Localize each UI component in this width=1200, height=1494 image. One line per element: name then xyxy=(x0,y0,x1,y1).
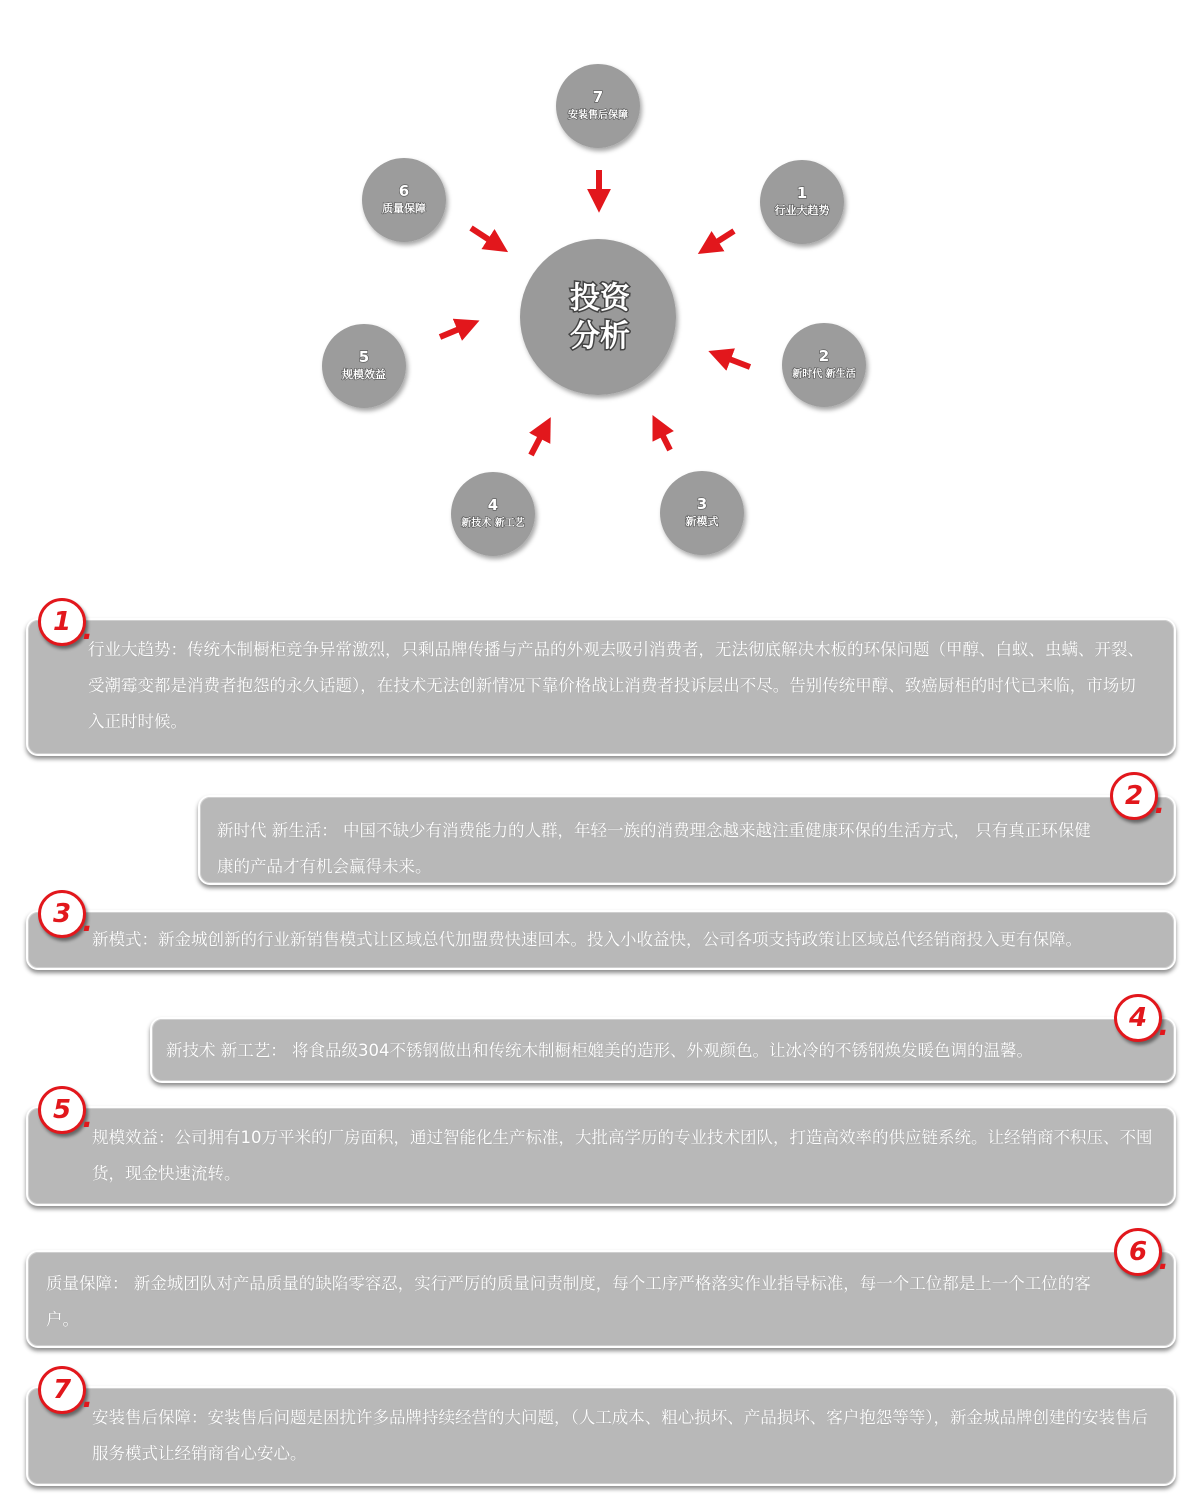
node-circle xyxy=(760,160,844,244)
arrow-5 xyxy=(440,327,464,337)
node-label: 新时代 新生活 xyxy=(792,369,856,380)
item-box-1 xyxy=(26,618,1176,756)
arrow-1 xyxy=(712,231,734,245)
center-label-line2: 分析 xyxy=(570,319,630,354)
node-label: 新技术 新工艺 xyxy=(461,518,525,529)
arrow-3 xyxy=(660,430,670,450)
node-circle xyxy=(451,472,535,556)
item-text-2: 新时代 新生活： 中国不缺少有消费能力的人群，年轻一族的消费理念越来越注重健康环保的生活方式， 只有真正环保健康的产品才有机会赢得未来。 xyxy=(217,821,1091,876)
item-box-2 xyxy=(198,795,1176,885)
center-circle xyxy=(520,239,676,395)
item-text-3: 新模式：新金城创新的行业新销售模式让区域总代加盟费快速回本。投入小收益快，公司各项支持政策让区域总代经销商投入更有保障。 xyxy=(92,930,1082,949)
node-number: 5 xyxy=(358,348,370,366)
arrow-6 xyxy=(471,228,494,243)
node-number: 2 xyxy=(818,347,830,365)
node-circle xyxy=(556,64,640,148)
item-text-7: 安装售后保障：安装售后问题是困扰许多品牌持续经营的大问题，（人工成本、粗心损坏、产品损坏、客户抱怨等等），新金城品牌创建的安装售后服务模式让经销商省心安心。 xyxy=(92,1408,1148,1463)
node-number: 7 xyxy=(592,88,604,106)
node-label: 规模效益 xyxy=(342,368,386,381)
item-badge-4: 4 . xyxy=(1114,994,1162,1042)
node-label: 质量保障 xyxy=(382,202,426,215)
node-number: 1 xyxy=(796,184,808,202)
item-badge-7: 7 . xyxy=(38,1366,86,1414)
center-node xyxy=(520,239,676,395)
item-box-4 xyxy=(150,1017,1176,1083)
node-label: 安装售后保障 xyxy=(568,110,628,121)
item-text-5: 规模效益：公司拥有10万平米的厂房面积，通过智能化生产标准，大批高学历的专业技术团队，打造高效率的供应链系统。让经销商不积压、不囤货，现金快速流转。 xyxy=(92,1128,1153,1183)
item-box-3 xyxy=(26,910,1176,970)
investment-analysis-diagram xyxy=(0,0,1200,570)
node-label: 行业大趋势 xyxy=(774,204,830,217)
item-text-1: 行业大趋势：传统木制橱柜竞争异常激烈，只剩品牌传播与产品的外观去吸引消费者，无法彻底解决木板的环保问题（甲醇、白蚁、虫螨、开裂、受潮霉变都是消费者抱怨的永久话题），在技术无法创新情况下靠价格战让消费者投诉层出不尽。告别传统甲醇、致癌厨柜的时代已来临，市场切入正时时候。 xyxy=(88,640,1144,731)
node-circle xyxy=(362,158,446,242)
item-text-4: 新技术 新工艺： 将食品级304不锈钢做出和传统木制橱柜媲美的造形、外观颜色。让冰冷的不锈钢焕发暖色调的温馨。 xyxy=(166,1041,1033,1060)
node-4 xyxy=(451,472,535,556)
node-number: 6 xyxy=(398,182,410,200)
node-circle xyxy=(322,324,406,408)
item-box-7 xyxy=(26,1386,1176,1486)
node-label: 新模式 xyxy=(685,515,719,528)
node-number: 3 xyxy=(696,495,708,513)
node-7 xyxy=(556,64,640,148)
node-circle xyxy=(660,471,744,555)
node-number: 4 xyxy=(487,496,499,514)
item-box-6 xyxy=(26,1250,1176,1348)
item-badge-5: 5 . xyxy=(38,1086,86,1134)
item-badge-1: 1 . xyxy=(38,598,86,646)
item-badge-6: 6 . xyxy=(1114,1228,1162,1276)
node-3 xyxy=(660,471,744,555)
arrow-2 xyxy=(724,357,750,367)
arrow-4 xyxy=(531,432,543,455)
node-1 xyxy=(760,160,844,244)
node-5 xyxy=(322,324,406,408)
center-label-line1: 投资 xyxy=(570,281,630,316)
node-2 xyxy=(782,323,866,407)
item-box-5 xyxy=(26,1106,1176,1206)
item-badge-2: 2 . xyxy=(1110,772,1158,820)
node-6 xyxy=(362,158,446,242)
node-circle xyxy=(782,323,866,407)
item-text-6: 质量保障： 新金城团队对产品质量的缺陷零容忍，实行严厉的质量问责制度，每个工序严格落实作业指导标准，每一个工位都是上一个工位的客户。 xyxy=(46,1274,1091,1329)
item-badge-3: 3 . xyxy=(38,890,86,938)
